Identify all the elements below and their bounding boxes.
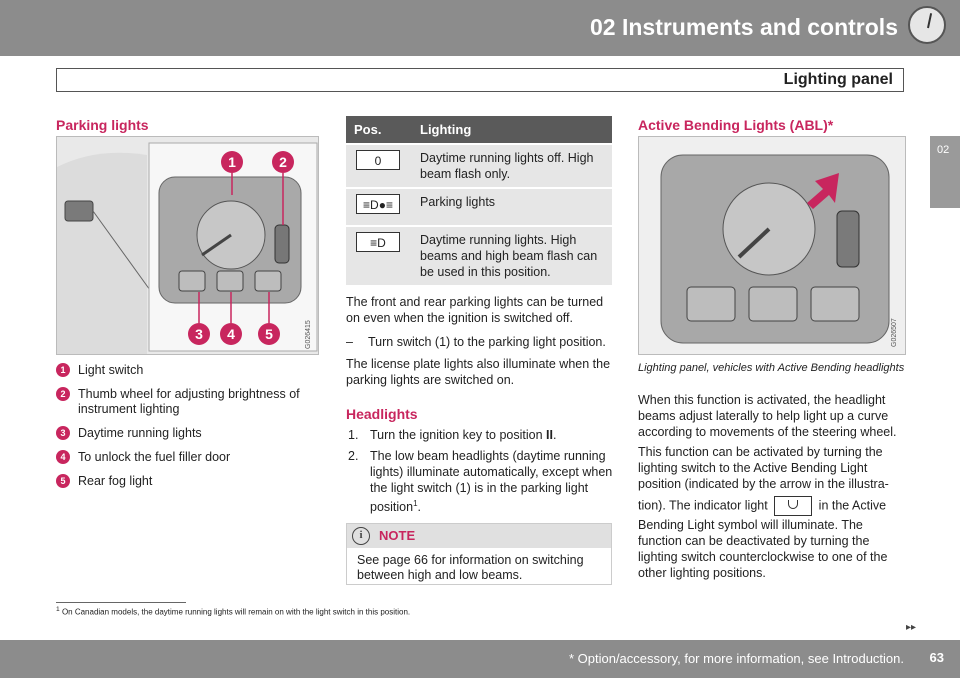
footnote: $^1$ On Canadian models, the daytime running lights will remain on with the light switch in this position. [56, 606, 411, 617]
item-text: To unlock the fuel filler door [78, 450, 231, 464]
callout-1: 1 [221, 151, 243, 173]
dash-bullet: – [346, 335, 353, 349]
table-cell: Daytime running lights off. High beam flash only. [412, 144, 612, 188]
section-title: Lighting panel [783, 71, 893, 88]
lighting-table [346, 116, 612, 285]
headlights-heading: Headlights [346, 406, 418, 422]
table-cell: Daytime running lights. High beams and high beam flash can be used in this position. [412, 226, 612, 285]
note-text: See page 66 for information on switching between high and low beams. [357, 553, 584, 582]
parking-paragraph-2: The license plate lights also illuminate when the parking lights are switched on. [346, 357, 611, 387]
table-row [346, 188, 612, 226]
parking-step: Turn switch (1) to the parking light position. [368, 335, 606, 349]
info-icon: i [352, 527, 370, 545]
table-row [346, 226, 612, 285]
position-symbol: 0 [356, 150, 400, 170]
note-box [346, 523, 612, 585]
abl-paragraph-1: When this function is activated, the headlight beams adjust laterally to help light up a curve according to movements of the steering wheel. [638, 393, 897, 439]
callout-5: 5 [258, 323, 280, 345]
callout-4: 4 [220, 323, 242, 345]
footer-bar [0, 640, 960, 678]
item-number: 3 [56, 426, 70, 440]
parking-list [56, 363, 316, 498]
item-number: 4 [56, 450, 70, 464]
parking-figure [56, 136, 319, 355]
list-item [56, 363, 316, 378]
chapter-title: 02 Instruments and controls [589, 14, 898, 40]
abl-figure [638, 136, 906, 355]
item-text: Daytime running lights [78, 426, 202, 440]
gauge-icon [908, 6, 946, 44]
list-item [56, 387, 316, 417]
chapter-tab[interactable] [930, 136, 960, 208]
parking-heading: Parking lights [56, 117, 149, 133]
item-number: 5 [56, 474, 70, 488]
abl-panel-illustration [639, 137, 906, 355]
abl-paragraph-2d: Bending Light symbol will illuminate. The function can be deactivated by turning the lighting switch counterclockwise to one of the other lighting positions. [638, 518, 888, 580]
item-text: Rear fog light [78, 474, 153, 488]
continue-chevrons: ▸▸ [906, 622, 917, 633]
figure-code: G026415 [305, 320, 312, 349]
col-pos: Pos. [346, 116, 412, 144]
footnote-rule [56, 602, 186, 603]
step-number: 2. [348, 449, 359, 463]
list-item [56, 450, 316, 465]
page-number: 63 [929, 650, 944, 665]
section-bar [56, 68, 904, 92]
abl-heading: Active Bending Lights (ABL)* [638, 117, 834, 133]
abl-caption: Lighting panel, vehicles with Active Bending headlights [638, 362, 905, 374]
parking-paragraph-1: The front and rear parking lights can be turned on even when the ignition is switched off. [346, 295, 604, 325]
headlights-step-1: Turn the ignition key to position II. [370, 428, 557, 442]
note-label: NOTE [379, 528, 416, 543]
item-number: 2 [56, 387, 70, 401]
list-item [56, 426, 316, 441]
table-row [346, 144, 612, 188]
item-number: 1 [56, 363, 70, 377]
item-text: Light switch [78, 363, 144, 377]
table-header [346, 116, 612, 144]
figure-code: G026507 [891, 318, 898, 347]
indicator-light-icon [774, 496, 812, 516]
callout-2: 2 [272, 151, 294, 173]
headlights-step-2: The low beam headlights (daytime running lights) illuminate automatically, except when the light switch (1) is in the parking light position$^1$. [370, 449, 613, 515]
callout-3: 3 [188, 323, 210, 345]
abl-paragraph-2b: tion). The indicator light in the Active [638, 496, 908, 516]
chapter-tab-label: 02 [937, 144, 950, 156]
footer-note: * Option/accessory, for more information, see Introduction. [568, 651, 904, 666]
item-text: Thumb wheel for adjusting brightness of instrument lighting [78, 387, 300, 416]
position-symbol: ≡D●≡ [356, 194, 400, 214]
position-symbol: ≡D [356, 232, 400, 252]
step-number: 1. [348, 428, 359, 442]
list-item [56, 474, 316, 489]
col-lighting: Lighting [412, 116, 612, 144]
header-bar [0, 0, 960, 56]
table-cell: Parking lights [412, 188, 612, 226]
abl-paragraph-2a: This function can be activated by turning the lighting switch to the Active Bending Light position (indicated by the arrow in the illustra- [638, 445, 889, 491]
